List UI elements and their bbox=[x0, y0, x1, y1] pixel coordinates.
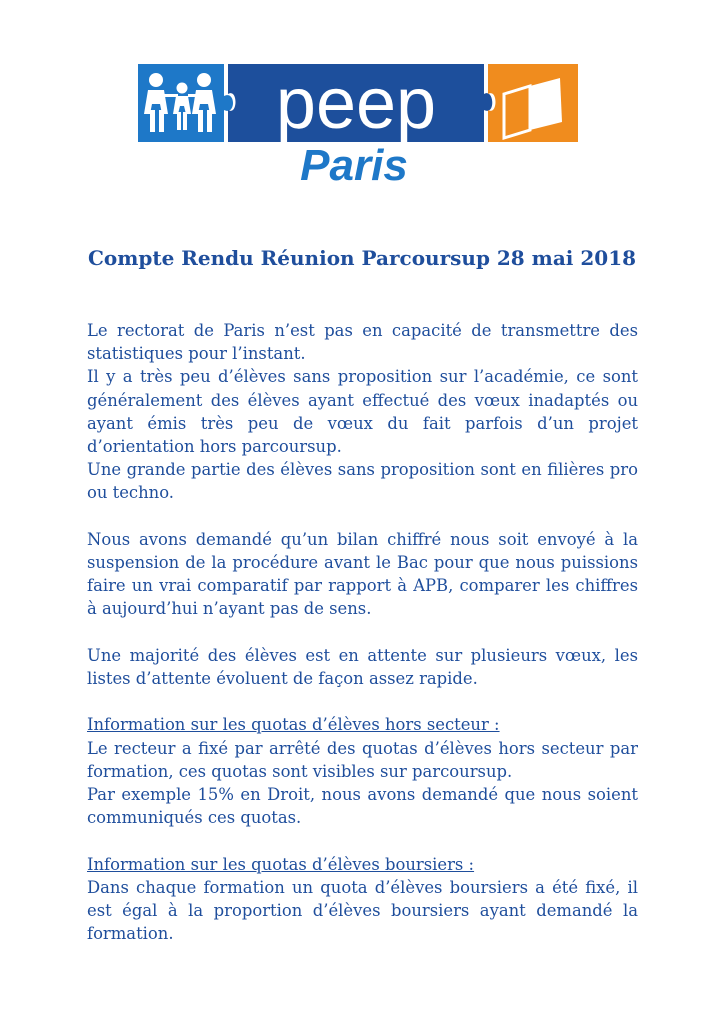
document-body bbox=[87, 319, 638, 945]
paragraph: Il y a très peu d’élèves sans proposition sur l’académie, ce sont généralement des élèves ayant effectué des vœux inadaptés ou ayant émis très peu de vœux du fait parfois d’un projet d’orientation hors parcoursup. bbox=[87, 367, 638, 457]
paragraph: Par exemple 15% en Droit, nous avons demandé que nous soient communiqués ces quotas. bbox=[87, 785, 638, 828]
peep-wordmark: peep bbox=[275, 64, 437, 144]
paragraph: Le recteur a fixé par arrêté des quotas d’élèves hors secteur par formation, ces quotas sont visibles sur parcoursup. bbox=[87, 738, 638, 781]
paris-wordmark: Paris bbox=[300, 141, 408, 186]
spacer bbox=[87, 829, 638, 852]
peep-paris-logo bbox=[132, 58, 582, 186]
paragraph: Nous avons demandé qu’un bilan chiffré nous soit envoyé à la suspension de la procédure avant le Bac pour que nous puissions faire un vrai comparatif par rapport à APB, comparer les chiffres à aujourd’hui n’ayant pas de sens. bbox=[87, 529, 638, 619]
paragraph: Le rectorat de Paris n’est pas en capacité de transmettre des statistiques pour l’instant. bbox=[87, 321, 638, 364]
spacer bbox=[87, 690, 638, 713]
spacer bbox=[87, 505, 638, 528]
paragraph: Dans chaque formation un quota d’élèves boursiers a été fixé, il est égal à la proportion d’élèves boursiers ayant demandé la formation. bbox=[87, 877, 638, 944]
paragraph: Une majorité des élèves est en attente sur plusieurs vœux, les listes d’attente évoluent de façon assez rapide. bbox=[87, 645, 638, 689]
paragraph: Une grande partie des élèves sans proposition sont en filières pro ou techno. bbox=[87, 460, 638, 503]
spacer bbox=[87, 621, 638, 644]
document-title: Compte Rendu Réunion Parcoursup 28 mai 2018 bbox=[87, 246, 637, 270]
section-heading-boursiers: Information sur les quotas d’élèves boursiers : bbox=[87, 854, 475, 874]
section-heading-hors-secteur: Information sur les quotas d’élèves hors secteur : bbox=[87, 715, 500, 735]
